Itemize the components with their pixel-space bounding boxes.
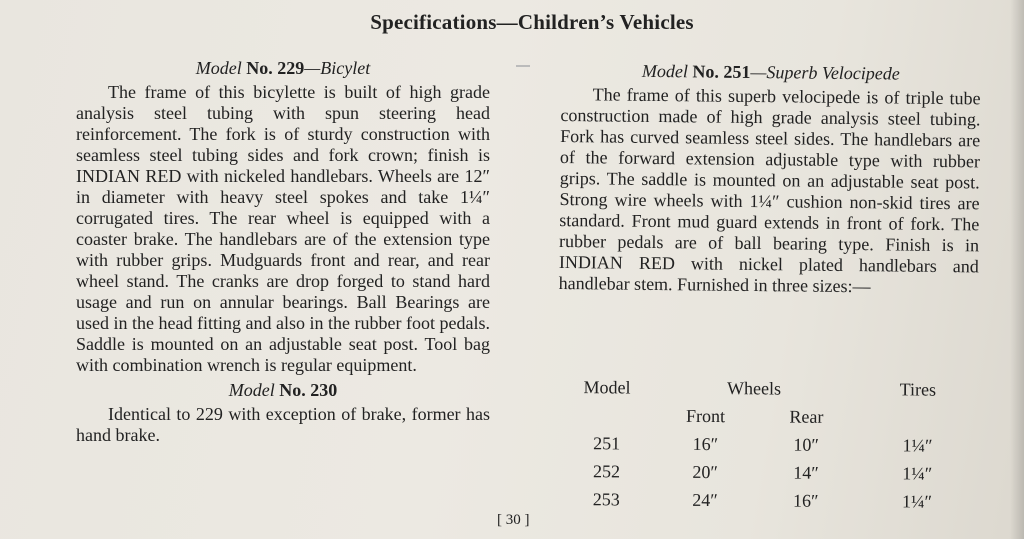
cell-model: 252 <box>592 460 621 481</box>
header-wheels: Wheels <box>727 377 782 399</box>
table-header-row <box>561 373 981 404</box>
cell-front: 24″ <box>692 489 718 510</box>
model-229-title <box>76 58 490 79</box>
cell-tires: 1¼″ <box>902 462 933 484</box>
page-number: [ 30 ] <box>497 512 530 528</box>
sizes-table <box>560 373 981 516</box>
model-229-prefix: Model <box>195 58 242 78</box>
model-230-title <box>76 380 490 401</box>
subheader-blank <box>561 401 654 430</box>
cell-tires: 1¼″ <box>902 490 933 512</box>
cell-front: 20″ <box>692 461 719 482</box>
model-251-title <box>561 60 981 85</box>
table-subheader-row <box>561 401 981 432</box>
cell-front: 16″ <box>692 433 719 454</box>
model-251-prefix: Model <box>641 60 688 82</box>
table-row <box>560 485 980 516</box>
cell-rear: 14″ <box>793 462 819 483</box>
subheader-front: Front <box>686 405 726 426</box>
header-model: Model <box>583 376 631 397</box>
model-230-number: No. 230 <box>279 380 338 400</box>
table-row <box>560 457 980 488</box>
page-title: Specifications—Children’s Vehicles <box>370 10 694 34</box>
model-251-number: No. 251 <box>692 61 751 82</box>
model-229-number: No. 229 <box>246 58 305 78</box>
model-229-name: —Bicylet <box>304 58 371 78</box>
cell-model: 253 <box>592 488 620 509</box>
cell-model: 251 <box>593 432 621 453</box>
paper-mark <box>516 65 530 67</box>
left-column <box>76 58 490 446</box>
header-tires: Tires <box>899 378 937 400</box>
model-230-description: Identical to 229 with exception of brake, former has hand brake. <box>76 404 490 445</box>
model-230-prefix: Model <box>228 380 275 400</box>
cell-tires: 1¼″ <box>902 434 933 456</box>
model-251-description: The frame of this superb velocipede is of triple tube construction made of high grade analysis steel tubing. Fork has curved seamless steel sides. The handlebars are of the forward extension adjustable type with rubber grips. The saddle is mounted on an adjustable seat post. Strong wire wheels with 1¼″ cushion non-skid tires are standard. Front mud guard extends in front of fork. The rubber pedals are of ball bearing type. Finish is in INDIAN RED with nickel plated handlebars and handlebar stem. Furnished in three sizes:— <box>558 84 981 297</box>
model-251-name: —Superb Velocipede <box>750 61 900 84</box>
cell-rear: 10″ <box>793 434 820 455</box>
subheader-rear: Rear <box>789 406 824 427</box>
model-229-description: The frame of this bicylette is built of high grade analysis steel tubing with spun steering head reinforcement. The fork is of sturdy construction with seamless steel tubing sides and fork crown; finish is INDIAN RED with nickeled handlebars. Wheels are 12″ in diameter with heavy steel spokes and take 1¼″ corrugated tires. The rear wheel is equipped with a coaster brake. The handlebars are of the extension type with rubber grips. Mudguards front and rear, and rear wheel stand. The cranks are drop forged to stand hard usage and run on annular bearings. Ball Bearings are used in the head fitting and also in the rubber foot pedals. Saddle is mounted on an adjustable seat post. Tool bag with combination wrench is regular equipment. <box>76 82 490 375</box>
subheader-blank-2 <box>855 403 981 432</box>
table-row <box>560 429 980 460</box>
right-column <box>559 60 981 298</box>
cell-rear: 16″ <box>792 490 819 511</box>
